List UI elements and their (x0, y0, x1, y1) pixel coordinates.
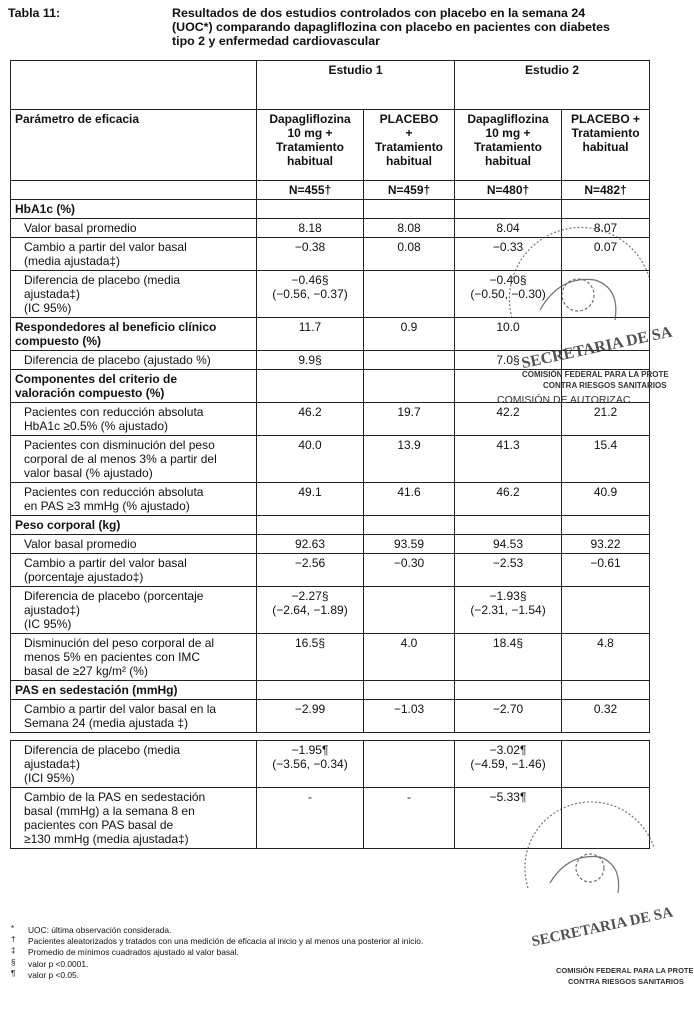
table-cell (562, 587, 650, 634)
row-label: Cambio a partir del valor basal (porcentaje ajustado‡) (11, 554, 257, 587)
table-cell: 15.4 (562, 436, 650, 483)
table-cell: 0.9 (364, 318, 455, 351)
table-cell (562, 741, 650, 788)
table-cell: 8.07 (562, 219, 650, 238)
table-cell: 93.59 (364, 535, 455, 554)
official-seal-stamp (500, 240, 674, 373)
table-row (11, 587, 650, 634)
table-cell: −0.61 (562, 554, 650, 587)
stamp-text: CONTRA RIESGOS SANITARIOS (543, 381, 667, 390)
table-cell: - (257, 788, 364, 849)
table-cell: −3.02¶ (−4.59, −1.46) (455, 741, 562, 788)
study-2-header: Estudio 2 (455, 61, 650, 110)
stamp-text: COMISIÓN DE AUTORIZAC (497, 394, 631, 406)
stamp-text: CONTRA RIESGOS SANITARIOS (568, 977, 684, 986)
table-row (11, 700, 650, 733)
table-cell: −2.99 (257, 700, 364, 733)
table-cell: - (364, 788, 455, 849)
row-label: Disminución del peso corporal de al menos 5% en pacientes con IMC basal de ≥27 kg/m² (%) (11, 634, 257, 681)
col-dapa-2: Dapagliflozina 10 mg + Tratamiento habitual (455, 110, 562, 181)
row-label: Valor basal promedio (11, 219, 257, 238)
row-label: Pacientes con reducción absoluta en PAS ≥3 mmHg (% ajustado) (11, 483, 257, 516)
empty-cell (11, 181, 257, 200)
stamp-text: COMISIÓN FEDERAL PARA LA PROTE (556, 966, 694, 975)
table-cell: 0.32 (562, 700, 650, 733)
table-cell: 4.8 (562, 634, 650, 681)
param-header: Parámetro de eficacia (11, 110, 257, 181)
table-cell: 4.0 (364, 634, 455, 681)
row-label: Diferencia de placebo (media ajustada‡) (IC 95%) (11, 271, 257, 318)
table-row (11, 483, 650, 516)
table-cell (364, 741, 455, 788)
table-cell: 93.22 (562, 535, 650, 554)
footnote: ‡ Promedio de mínimos cuadrados ajustado al valor basal. (11, 946, 239, 958)
row-label: Valor basal promedio (11, 535, 257, 554)
table-cell: 8.08 (364, 219, 455, 238)
table-cell: 16.5§ (257, 634, 364, 681)
table-cell: −1.95¶ (−3.56, −0.34) (257, 741, 364, 788)
col-placebo-2: PLACEBO + Tratamiento habitual (562, 110, 650, 181)
table-cell: 8.18 (257, 219, 364, 238)
table-row (11, 436, 650, 483)
official-seal-stamp (520, 828, 675, 958)
table-cell: 40.0 (257, 436, 364, 483)
row-label: Diferencia de placebo (ajustado %) (11, 351, 257, 370)
study-header-row (11, 61, 650, 110)
stamp-text: COMISIÓN FEDERAL PARA LA PROTE (522, 370, 669, 379)
table-row (11, 741, 650, 788)
table-cell: −0.40§ (−0.50, −0.30) (455, 271, 562, 318)
section-label: Respondedores al beneficio clínico compuesto (%) (11, 318, 257, 351)
row-label: Cambio a partir del valor basal en la Semana 24 (media ajustada ‡) (11, 700, 257, 733)
table-cell: 41.6 (364, 483, 455, 516)
table-cell: −0.46§ (−0.56, −0.37) (257, 271, 364, 318)
table-label: Tabla 11: (8, 6, 61, 20)
table-cell: 41.3 (455, 436, 562, 483)
table-row (11, 554, 650, 587)
table-cell: 46.2 (257, 403, 364, 436)
row-label: Pacientes con reducción absoluta HbA1c ≥0.5% (% ajustado) (11, 403, 257, 436)
table-cell (364, 271, 455, 318)
study-1-header: Estudio 1 (257, 61, 455, 110)
table-cell: −2.27§ (−2.64, −1.89) (257, 587, 364, 634)
row-label: Diferencia de placebo (porcentaje ajustado‡) (IC 95%) (11, 587, 257, 634)
table-cell: 13.9 (364, 436, 455, 483)
footnote: † Pacientes aleatorizados y tratados con una medición de eficacia al inicio y al menos una posterior al inicio. (11, 935, 424, 947)
n-cell: N=480† (455, 181, 562, 200)
table-cell: 10.0 (455, 318, 562, 351)
section-label: PAS en sedestación (mmHg) (11, 681, 257, 700)
section-row (11, 516, 650, 535)
table-cell: 21.2 (562, 403, 650, 436)
table-cell: 94.53 (455, 535, 562, 554)
table-row (11, 634, 650, 681)
table-cell: 92.63 (257, 535, 364, 554)
table-cell: −2.56 (257, 554, 364, 587)
col-placebo-1: PLACEBO + Tratamiento habitual (364, 110, 455, 181)
table-cell: −1.03 (364, 700, 455, 733)
n-cell: N=459† (364, 181, 455, 200)
table-cell (364, 351, 455, 370)
empty-cell (11, 61, 257, 110)
table-cell: 42.2 (455, 403, 562, 436)
table-row (11, 219, 650, 238)
table-cell: 19.7 (364, 403, 455, 436)
svg-text:SECRETARIA DE SA: SECRETARIA DE SA (530, 904, 675, 951)
table-row (11, 403, 650, 436)
section-label: HbA1c (%) (11, 200, 257, 219)
table-cell: 40.9 (562, 483, 650, 516)
section-row (11, 200, 650, 219)
section-label: Componentes del criterio de valoración compuesto (%) (11, 370, 257, 403)
column-header-row (11, 110, 650, 181)
col-dapa-1: Dapagliflozina 10 mg + Tratamiento habitual (257, 110, 364, 181)
table-cell: 49.1 (257, 483, 364, 516)
table-cell: 11.7 (257, 318, 364, 351)
row-label: Cambio de la PAS en sedestación basal (mmHg) a la semana 8 en pacientes con PAS basal de ≥130 mmHg (media ajustada‡) (11, 788, 257, 849)
table-cell: −2.53 (455, 554, 562, 587)
table-cell (364, 587, 455, 634)
table-cell: 0.07 (562, 238, 650, 271)
table-cell: 8.04 (455, 219, 562, 238)
table-cell: −0.30 (364, 554, 455, 587)
table-cell: −5.33¶ (455, 788, 562, 849)
table-cell: −1.93§ (−2.31, −1.54) (455, 587, 562, 634)
table-cell: 9.9§ (257, 351, 364, 370)
n-row (11, 181, 650, 200)
table-cell: 18.4§ (455, 634, 562, 681)
table-cell: 46.2 (455, 483, 562, 516)
table-cell: −2.70 (455, 700, 562, 733)
table-cell: −0.38 (257, 238, 364, 271)
row-label: Cambio a partir del valor basal (media ajustada‡) (11, 238, 257, 271)
efficacy-table (10, 60, 650, 849)
section-row (11, 681, 650, 700)
svg-text:SECRETARIA DE SA: SECRETARIA DE SA (520, 323, 674, 373)
row-label: Diferencia de placebo (media ajustada‡) (ICI 95%) (11, 741, 257, 788)
gap-row (11, 733, 650, 741)
footnote: § valor p <0.0001. (11, 957, 89, 969)
table-cell: 7.0§ (455, 351, 562, 370)
table-cell: 0.08 (364, 238, 455, 271)
row-label: Pacientes con disminución del peso corporal de al menos 3% a partir del valor basal (% ajustado) (11, 436, 257, 483)
n-cell: N=482† (562, 181, 650, 200)
footnote: ¶ valor p <0.05. (11, 968, 79, 980)
section-label: Peso corporal (kg) (11, 516, 257, 535)
table-cell: −0.33 (455, 238, 562, 271)
n-cell: N=455† (257, 181, 364, 200)
footnote: * UOC: última observación considerada. (11, 924, 172, 935)
table-row (11, 535, 650, 554)
footnotes (8, 925, 598, 981)
table-title: Resultados de dos estudios controlados con placebo en la semana 24 (UOC*) comparando dapagliflozina con placebo en pacientes con diabetes tipo 2 y enfermedad cardiovascular (172, 6, 610, 48)
